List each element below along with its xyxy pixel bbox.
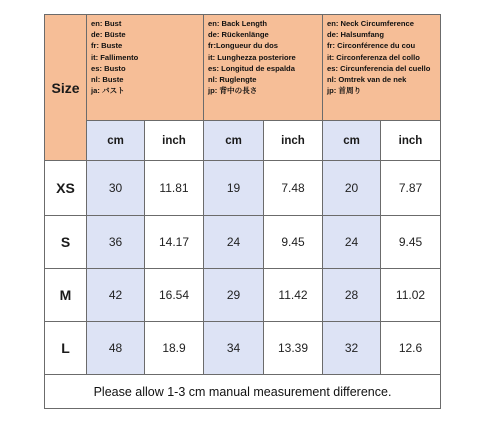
lang-line: jp: 首周り (327, 86, 362, 96)
lang-line: it: Lunghezza posteriore (208, 52, 296, 62)
lang-line: nl: Omtrek van de nek (327, 75, 407, 85)
bust-header (87, 15, 204, 121)
measurement-note: Please allow 1-3 cm manual measurement difference. (45, 375, 441, 409)
neck-inch-cell: 9.45 (381, 216, 441, 269)
lang-line: fr: Buste (91, 41, 123, 51)
lang-line: it: Circonferenza del collo (327, 52, 420, 62)
bust-inch-cell: 16.54 (145, 269, 204, 322)
back-length-inch-cell: 11.42 (264, 269, 323, 322)
neck-inch-cell: 11.02 (381, 269, 441, 322)
lang-line: en: Neck Circumference (327, 19, 414, 28)
size-l-label: L (45, 322, 87, 375)
bust-cm-cell: 48 (87, 322, 145, 375)
bust-cm-cell: 42 (87, 269, 145, 322)
neck-circumference-header (323, 15, 441, 121)
lang-line: es: Circunferencia del cuello (327, 63, 431, 73)
neck-cm-cell: 20 (323, 161, 381, 216)
size-xs-label: XS (45, 161, 87, 216)
back-length-cm-cell: 19 (204, 161, 264, 216)
size-m-label: M (45, 269, 87, 322)
bust-inch-cell: 14.17 (145, 216, 204, 269)
table-row (45, 216, 441, 269)
note-row (45, 375, 441, 409)
lang-line: jp: 背中の長さ (208, 86, 258, 96)
back-length-inch-cell: 9.45 (264, 216, 323, 269)
lang-line: de: Rückenlänge (208, 30, 269, 40)
bust-cm-cell: 30 (87, 161, 145, 216)
neck-cm-cell: 24 (323, 216, 381, 269)
lang-line: en: Bust (91, 19, 122, 28)
back-length-inch-cell: 7.48 (264, 161, 323, 216)
unit-row (45, 121, 441, 161)
unit-cm: cm (87, 121, 145, 161)
header-row (45, 15, 441, 121)
bust-inch-cell: 18.9 (145, 322, 204, 375)
lang-line: nl: Ruglengte (208, 75, 257, 85)
size-s-label: S (45, 216, 87, 269)
lang-line: nl: Buste (91, 75, 124, 85)
lang-line: es: Busto (91, 63, 126, 73)
unit-cm: cm (204, 121, 264, 161)
lang-line: fr: Circonférence du cou (327, 41, 416, 51)
neck-inch-cell: 12.6 (381, 322, 441, 375)
size-header: Size (45, 15, 87, 161)
lang-line: fr:Longueur du dos (208, 41, 279, 51)
neck-inch-cell: 7.87 (381, 161, 441, 216)
unit-cm: cm (323, 121, 381, 161)
lang-line: ja: バスト (91, 86, 125, 96)
table-row (45, 322, 441, 375)
lang-line: de: Halsumfang (327, 30, 384, 40)
neck-cm-cell: 32 (323, 322, 381, 375)
size-chart (44, 14, 441, 409)
unit-inch: inch (264, 121, 323, 161)
lang-line: es: Longitud de espalda (208, 63, 295, 73)
back-length-cm-cell: 24 (204, 216, 264, 269)
unit-inch: inch (381, 121, 441, 161)
bust-cm-cell: 36 (87, 216, 145, 269)
neck-cm-cell: 28 (323, 269, 381, 322)
back-length-cm-cell: 29 (204, 269, 264, 322)
size-table (44, 14, 441, 409)
lang-line: it: Fallimento (91, 52, 139, 62)
lang-line: de: Büste (91, 30, 126, 40)
table-row (45, 269, 441, 322)
table-row (45, 161, 441, 216)
back-length-inch-cell: 13.39 (264, 322, 323, 375)
back-length-cm-cell: 34 (204, 322, 264, 375)
back-length-header (204, 15, 323, 121)
lang-line: en: Back Length (208, 19, 268, 28)
bust-inch-cell: 11.81 (145, 161, 204, 216)
unit-inch: inch (145, 121, 204, 161)
